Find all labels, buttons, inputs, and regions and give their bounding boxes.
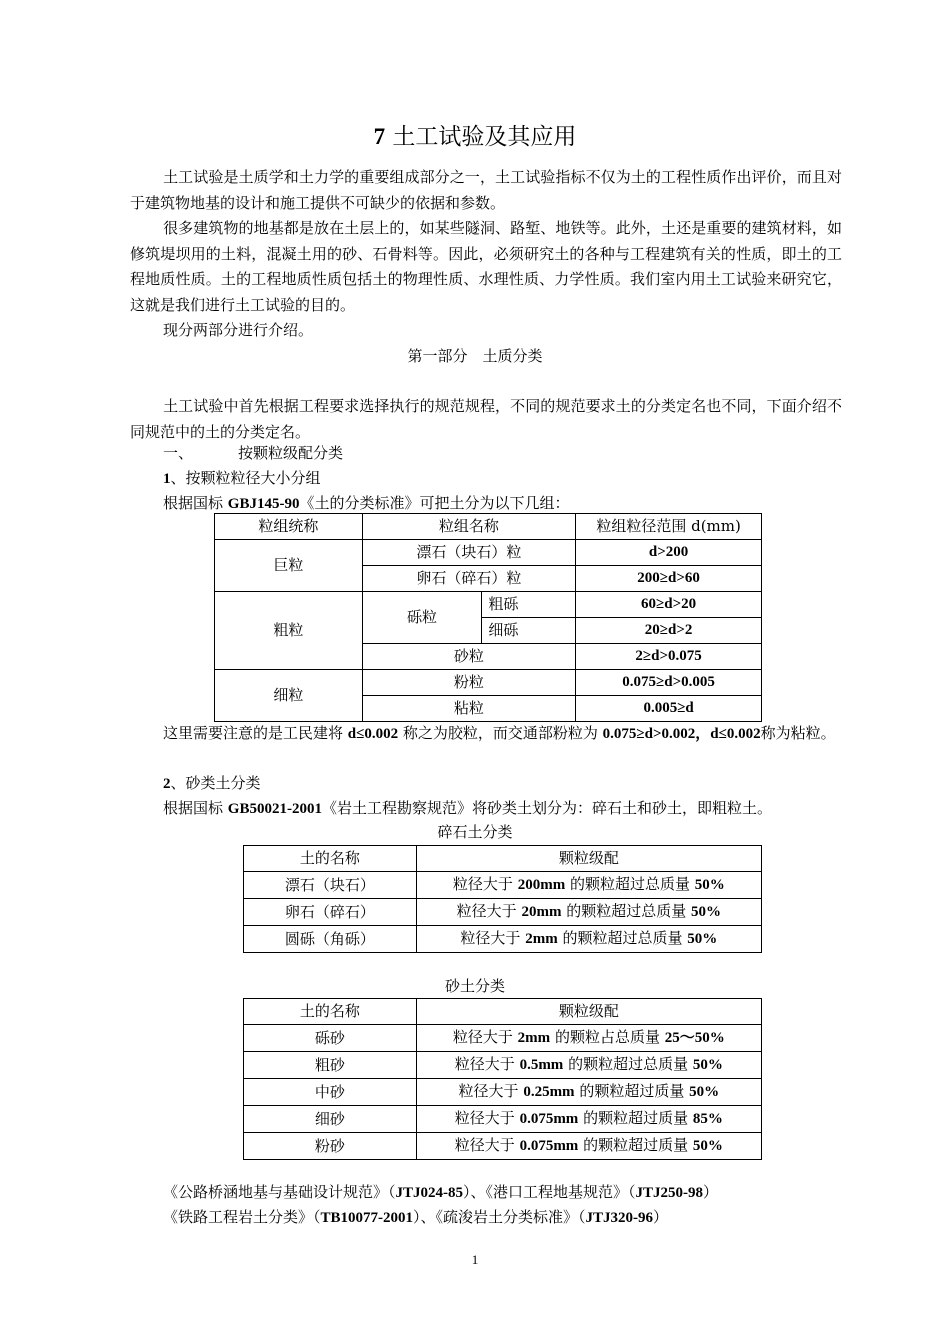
sub2-reference (163, 796, 772, 823)
soil-name-cell: 砾砂 (244, 1025, 417, 1052)
table-cell: 细砾 (482, 618, 576, 644)
table-header: 粒组名称 (362, 514, 576, 540)
sub2-heading (163, 771, 261, 798)
particle-group-table (214, 513, 762, 722)
table-row (244, 926, 762, 953)
gradation-pct: 50% (687, 931, 718, 947)
gradation-size: 2mm (517, 1030, 551, 1046)
gradation-pre: 粒径大于 (456, 902, 522, 920)
gradation-mid: 的颗粒超过总质量 (565, 875, 695, 893)
note-b: d≤0.002 (347, 726, 399, 742)
gradation-pre: 粒径大于 (452, 1028, 518, 1046)
gradation-size: 200mm (517, 877, 566, 893)
gradation-mid: 的颗粒超过总质量 (561, 902, 691, 920)
table-cell: 卵石（碎石）粒 (362, 566, 576, 592)
soil-name-cell: 粉砂 (244, 1133, 417, 1160)
gravel-soil-table (243, 845, 762, 953)
table-cell: 砾粒 (362, 592, 482, 644)
intro-paragraph-2 (130, 216, 842, 318)
gradation-pct: 25～50% (664, 1030, 725, 1046)
page-number: 1 (471, 1252, 479, 1267)
table-row (215, 540, 762, 566)
intro-p3-text: 现分两部分进行介绍。 (163, 321, 314, 339)
table-cell: 砂粒 (362, 644, 576, 670)
gradation-size: 0.25mm (523, 1084, 575, 1100)
gradation-mid: 的颗粒超过质量 (574, 1082, 690, 1100)
section1-text: 按颗粒级配分类 (238, 444, 344, 462)
gradation-pct: 50% (691, 904, 721, 920)
gradation-cell (416, 1106, 761, 1133)
gradation-mid: 的颗粒超过总质量 (563, 1055, 693, 1073)
gradation-pre: 粒径大于 (460, 929, 526, 947)
table-cell: 粗砾 (482, 592, 576, 618)
gradation-cell (416, 1052, 761, 1079)
section1-num: 一、 (163, 444, 194, 462)
intro-p1-text: 土工试验是土质学和土力学的重要组成部分之一，土工试验指标不仅为土的工程性质作出评价，而且对于建筑物地基的设计和施工提供不可缺少的依据和参数。 (130, 168, 842, 212)
soil-name-cell: 卵石（碎石） (244, 899, 417, 926)
sub2-num: 2 (163, 776, 171, 792)
gradation-cell (416, 899, 761, 926)
gradation-pct: 50% (694, 877, 725, 893)
note-c: 称之为胶粒，而交通部粉粒为 (398, 724, 603, 742)
soil-name-cell: 细砂 (244, 1106, 417, 1133)
note-paragraph (130, 721, 842, 748)
table-row (244, 1025, 762, 1052)
table-row (244, 872, 762, 899)
table-row (215, 592, 762, 618)
table-header: 土的名称 (244, 999, 417, 1025)
gradation-pre: 粒径大于 (452, 875, 518, 893)
table-row (244, 1052, 762, 1079)
sub2-ref-code: GB50021-2001 (227, 801, 322, 817)
gradation-size: 0.5mm (519, 1057, 564, 1073)
table-cell: 巨粒 (215, 540, 363, 592)
table-cell: 细粒 (215, 670, 363, 722)
gradation-pct: 50% (689, 1084, 720, 1100)
gradation-pct: 85% (692, 1111, 723, 1127)
table-header (576, 514, 762, 540)
table-row (215, 670, 762, 696)
table-cell: 0.005≥d (576, 696, 762, 722)
ref1-c: ）、《港口工程地基规范》（ (463, 1183, 636, 1201)
sub1-ref-pre: 根据国标 (163, 494, 228, 512)
ref1-d: JTJ250-98 (635, 1185, 704, 1201)
intro-paragraph-1 (130, 165, 842, 216)
sub2-ref-post: 《岩土工程勘察规范》将砂类土划分为：碎石土和砂土，即粗粒土。 (321, 799, 772, 817)
sub1-num: 1 (163, 471, 171, 487)
table3-caption: 砂土分类 (444, 977, 505, 995)
ref2-d: JTJ320-96 (585, 1210, 654, 1226)
intro-p2-text: 很多建筑物的地基都是放在土层上的，如某些隧洞、路堑、地铁等。此外，土还是重要的建筑材料，如修筑堤坝用的土料，混凝土用的砂、石骨料等。因此，必须研究土的各种与工程建筑有关的性质，即土的工程地质性质。土的工程地质性质包括土的物理性质、水理性质、力学性质。我们室内用土工试验来研究它，这就是我们进行土工试验的目的。 (130, 219, 842, 314)
note-a: 这里需要注意的是工民建将 (163, 724, 348, 742)
note-d: 0.075≥d>0.002，d≤0.002 (602, 726, 761, 742)
gradation-pre: 粒径大于 (454, 1055, 520, 1073)
ref2-b: TB10077-2001 (320, 1210, 414, 1226)
sub1-heading (163, 466, 321, 493)
title-number: 7 (373, 124, 386, 149)
reference-line-1 (163, 1180, 718, 1207)
part1-intro-text: 土工试验中首先根据工程要求选择执行的规范规程，不同的规范要求土的分类定名也不同，下面介绍不同规范中的土的分类定名。 (130, 397, 842, 441)
part1-heading: 第一部分 土质分类 (407, 347, 543, 365)
table-header: 粒组统称 (215, 514, 363, 540)
table-row (244, 846, 762, 872)
table-row (244, 1133, 762, 1160)
gradation-pre: 粒径大于 (458, 1082, 524, 1100)
ref1-a: 《公路桥涵地基与基础设计规范》（ (163, 1183, 396, 1201)
table-cell: 20≥d>2 (576, 618, 762, 644)
table-cell: 粉粒 (362, 670, 576, 696)
gradation-cell (416, 1025, 761, 1052)
gradation-size: 0.075mm (519, 1138, 579, 1154)
table-cell: d>200 (576, 540, 762, 566)
sub1-ref-post: 《土的分类标准》可把土分为以下几组： (299, 494, 570, 512)
sub2-text: 、砂类土分类 (170, 774, 261, 792)
gradation-pre: 粒径大于 (454, 1136, 520, 1154)
table-header: 颗粒级配 (416, 846, 761, 872)
part1-intro (130, 394, 842, 445)
soil-name-cell: 圆砾（角砾） (244, 926, 417, 953)
soil-name-cell: 粗砂 (244, 1052, 417, 1079)
table-row (215, 514, 762, 540)
gradation-size: 0.075mm (519, 1111, 579, 1127)
note-e: 称为粘粒。 (760, 724, 836, 742)
reference-line-2 (163, 1205, 668, 1232)
sub2-ref-pre: 根据国标 (163, 799, 228, 817)
title-text: 土工试验及其应用 (392, 124, 577, 150)
gradation-pct: 50% (692, 1138, 723, 1154)
table-cell: 粘粒 (362, 696, 576, 722)
ref2-c: ）、《疏浚岩土分类标准》（ (413, 1208, 586, 1226)
gradation-cell (416, 1133, 761, 1160)
header-range-text: 粒组粒径范围 d(mm) (596, 517, 741, 535)
soil-name-cell: 漂石（块石） (244, 872, 417, 899)
intro-paragraph-3 (130, 318, 842, 344)
ref1-b: JTJ024-85 (395, 1185, 464, 1201)
gradation-mid: 的颗粒超过质量 (578, 1136, 693, 1154)
gradation-mid: 的颗粒超过质量 (578, 1109, 693, 1127)
gradation-size: 2mm (525, 931, 558, 947)
gradation-pre: 粒径大于 (454, 1109, 520, 1127)
sub1-text: 、按颗粒粒径大小分组 (170, 469, 321, 487)
ref2-e: ） (653, 1208, 669, 1226)
table-cell: 2≥d>0.075 (576, 644, 762, 670)
gradation-pct: 50% (692, 1057, 723, 1073)
ref2-a: 《铁路工程岩土分类》（ (163, 1208, 321, 1226)
sub1-ref-code: GBJ145-90 (227, 496, 300, 512)
section1-heading (163, 441, 343, 467)
table-row (244, 899, 762, 926)
table-row (244, 999, 762, 1025)
table-cell: 0.075≥d>0.005 (576, 670, 762, 696)
gradation-cell (416, 872, 761, 899)
table-cell: 60≥d>20 (576, 592, 762, 618)
table-cell: 漂石（块石）粒 (362, 540, 576, 566)
table-row (244, 1106, 762, 1133)
gradation-mid: 的颗粒占总质量 (550, 1028, 665, 1046)
gradation-size: 20mm (521, 904, 562, 920)
gradation-mid: 的颗粒超过总质量 (557, 929, 688, 947)
gradation-cell (416, 1079, 761, 1106)
soil-name-cell: 中砂 (244, 1079, 417, 1106)
gradation-cell (416, 926, 761, 953)
table-row (244, 1079, 762, 1106)
table-cell: 粗粒 (215, 592, 363, 670)
table-cell: 200≥d>60 (576, 566, 762, 592)
ref1-e: ） (703, 1183, 719, 1201)
sand-soil-table (243, 998, 762, 1160)
table2-caption: 碎石土分类 (437, 823, 513, 841)
page-title (0, 118, 950, 151)
table-header: 土的名称 (244, 846, 417, 872)
table-header: 颗粒级配 (416, 999, 761, 1025)
